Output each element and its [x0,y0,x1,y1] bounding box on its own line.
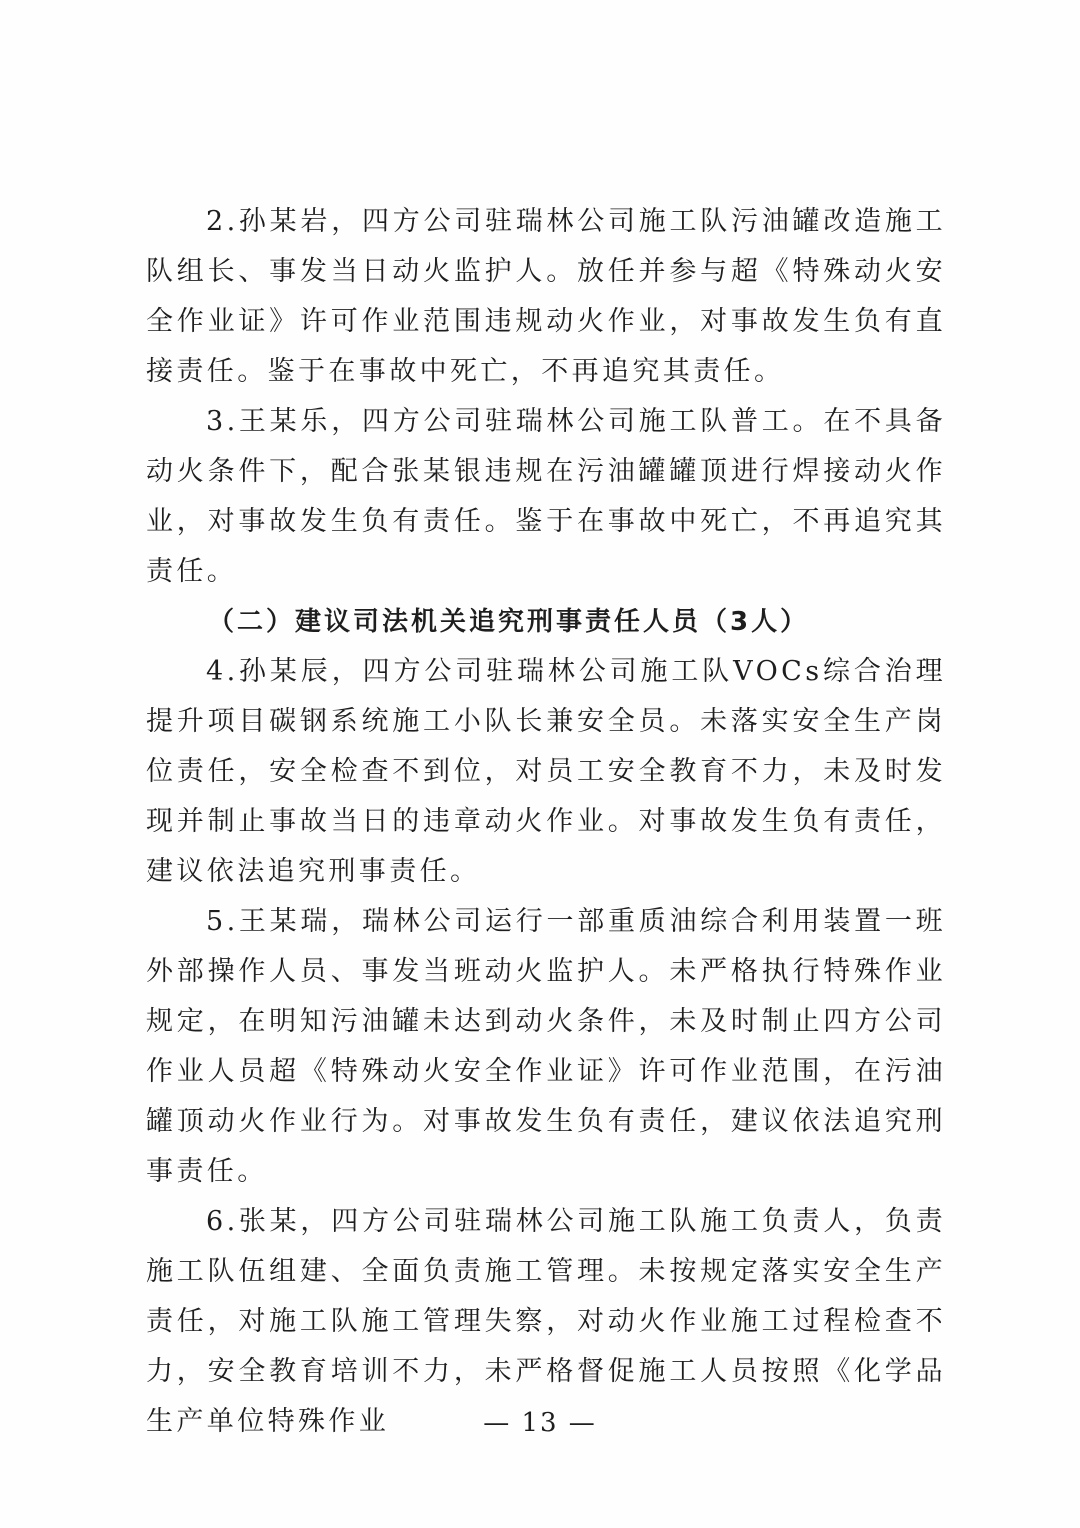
paragraph-item-3: 3.王某乐，四方公司驻瑞林公司施工队普工。在不具备动火条件下，配合张某银违规在污油罐罐顶进行焊接动火作业，对事故发生负有责任。鉴于在事故中死亡，不再追究其责任。 [146,406,946,587]
paragraph-item-6: 6.张某，四方公司驻瑞林公司施工队施工负责人，负责施工队伍组建、全面负责施工管理。未按规定落实安全生产责任，对施工队施工管理失察，对动火作业施工过程检查不力，安全教育培训不力，未严格督促施工人员按照《化学品生产单位特殊作业 [146,1206,946,1437]
document-body [146,197,946,1447]
paragraph-item-5: 5.王某瑞，瑞林公司运行一部重质油综合利用装置一班外部操作人员、事发当班动火监护人。未严格执行特殊作业规定，在明知污油罐未达到动火条件，未及时制止四方公司作业人员超《特殊动火安全作业证》许可作业范围，在污油罐顶动火作业行为。对事故发生负有责任，建议依法追究刑事责任。 [146,906,946,1187]
paragraph-item-4: 4.孙某辰，四方公司驻瑞林公司施工队VOCs综合治理提升项目碳钢系统施工小队长兼安全员。未落实安全生产岗位责任，安全检查不到位，对员工安全教育不力，未及时发现并制止事故当日的违章动火作业。对事故发生负有责任，建议依法追究刑事责任。 [146,656,946,887]
section-heading: （二）建议司法机关追究刑事责任人员（3人） [208,607,810,637]
paragraph-item-2: 2.孙某岩，四方公司驻瑞林公司施工队污油罐改造施工队组长、事发当日动火监护人。放任并参与超《特殊动火安全作业证》许可作业范围违规动火作业，对事故发生负有直接责任。鉴于在事故中死亡，不再追究其责任。 [146,206,946,387]
page-number: — 13 — [483,1408,597,1438]
